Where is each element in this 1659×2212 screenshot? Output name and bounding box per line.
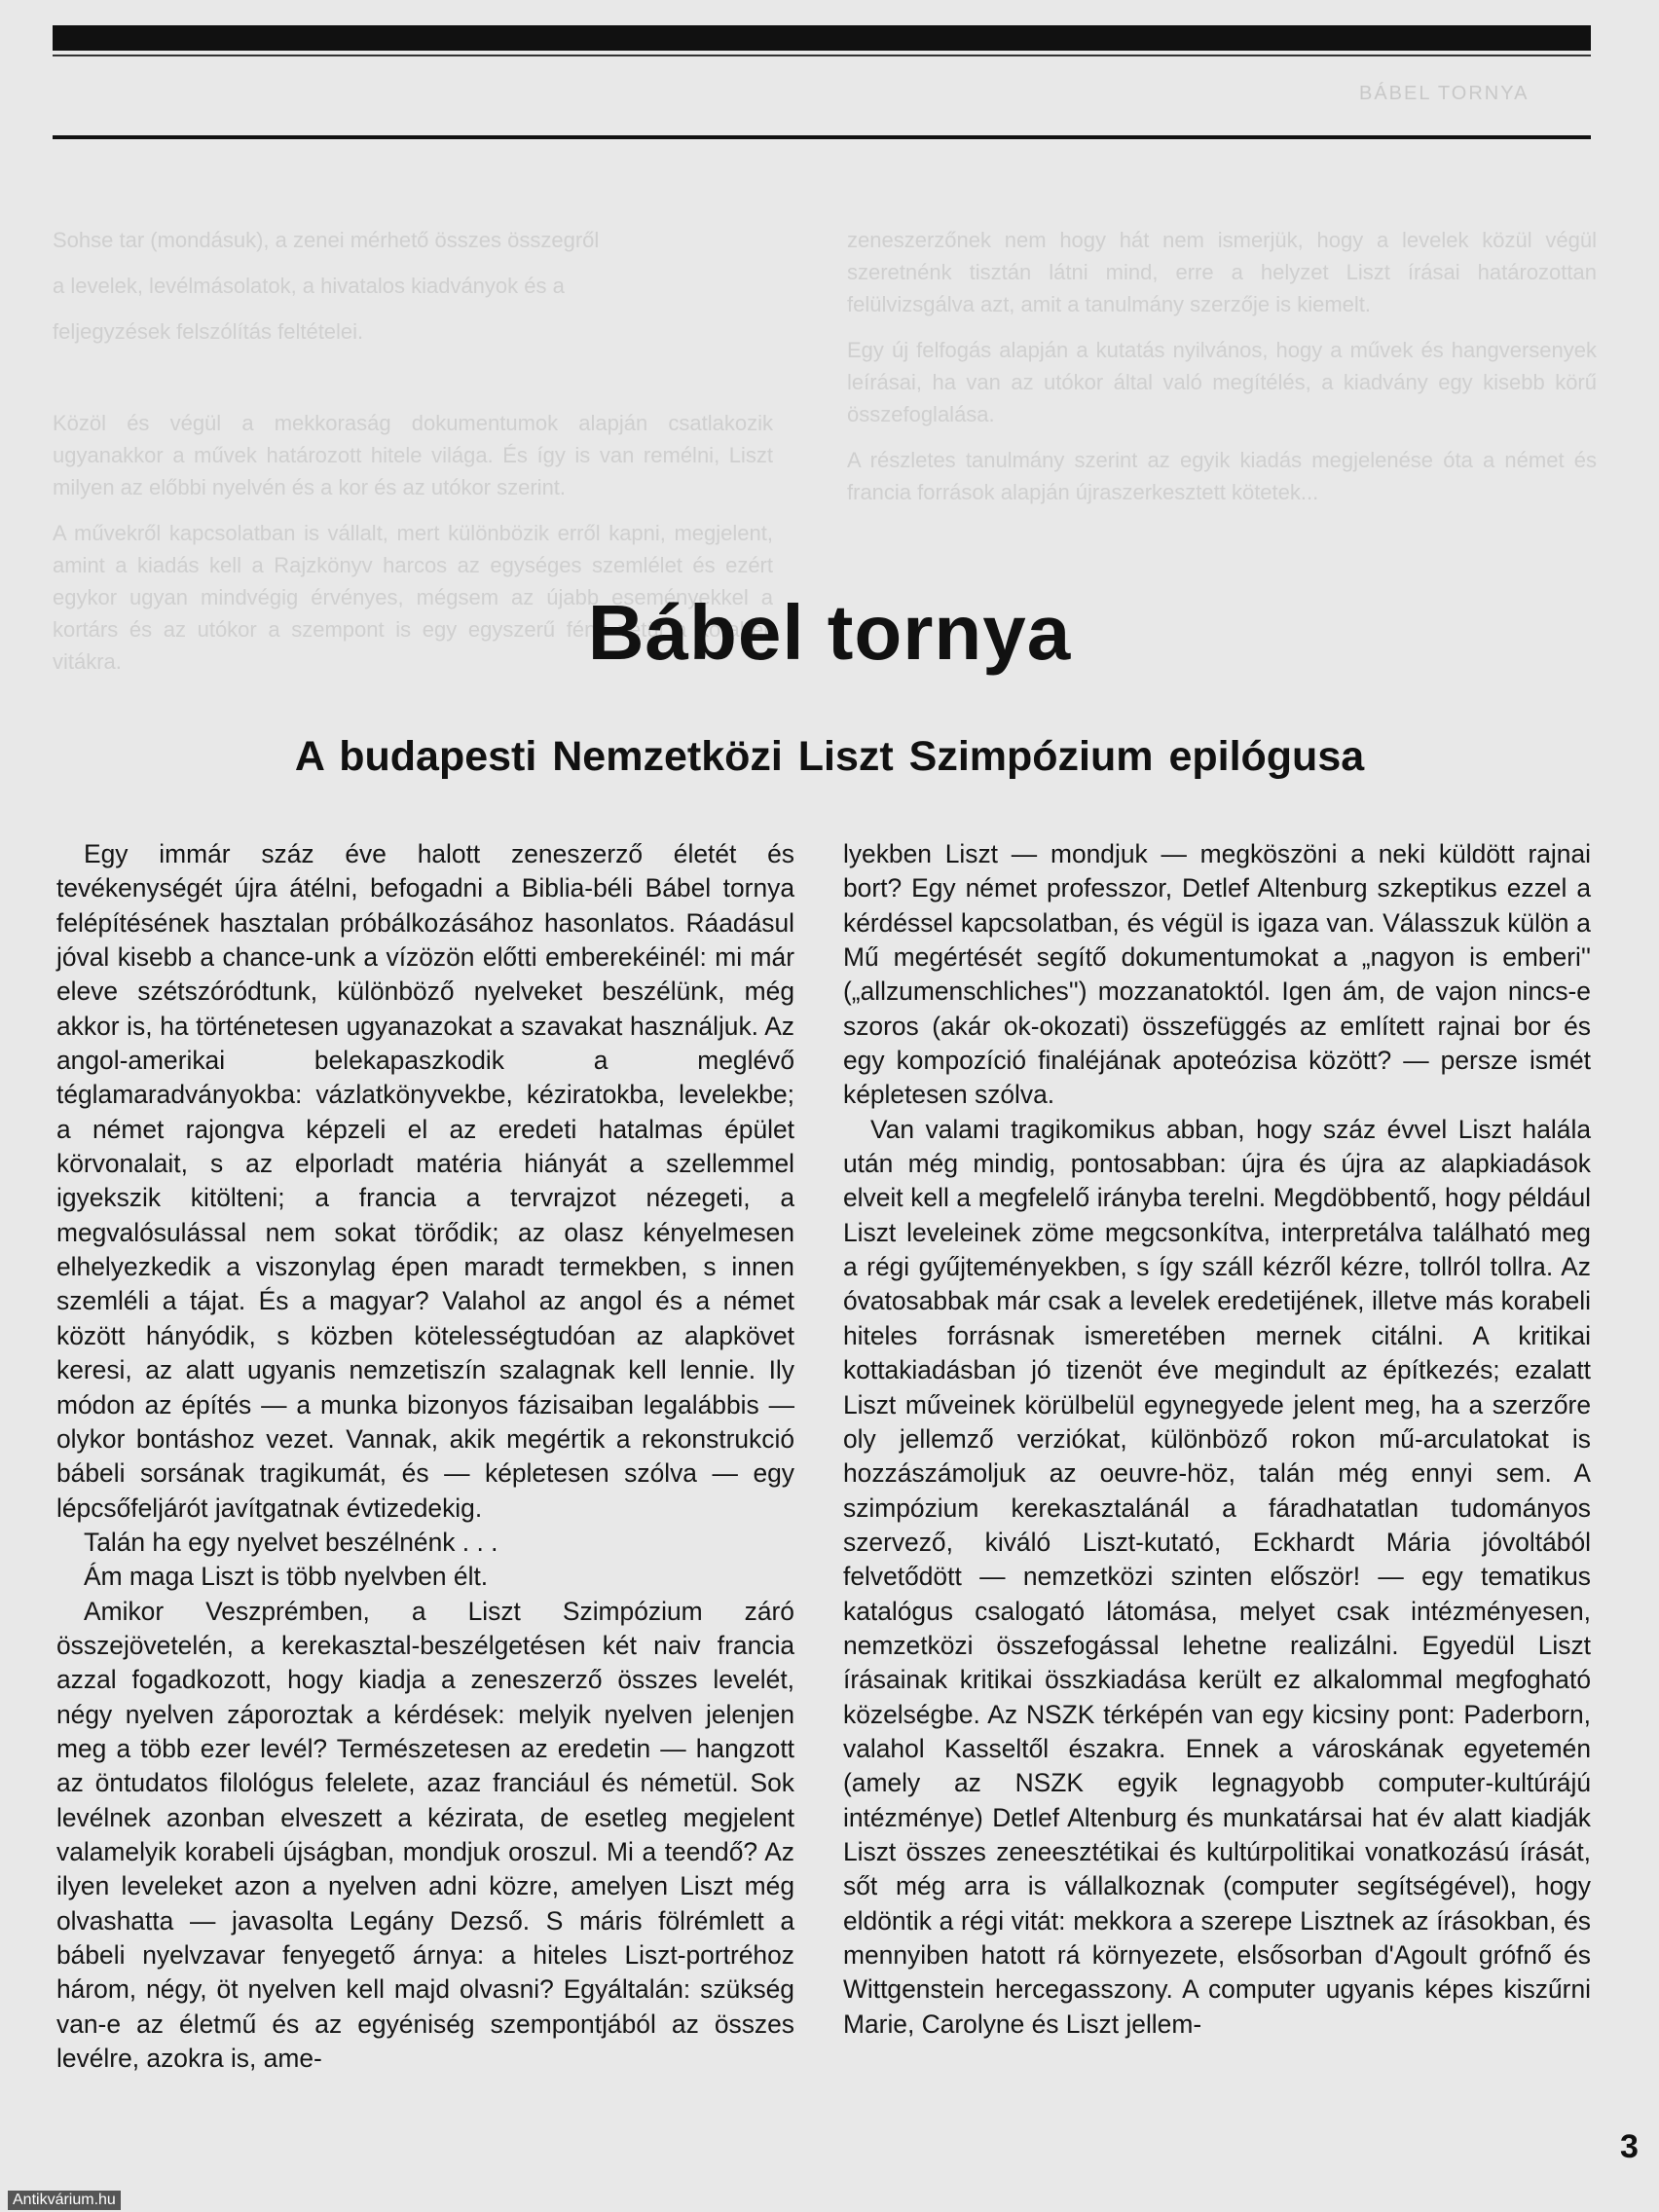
show-through-left: Sohse tar (mondásuk), a zenei mérhető összes összegről a levelek, levélmásolatok, a hivatalos kiadványok és a feljegyzések felszólítás feltételei. Közöl és végül a mekkoraság dokumentumok alapján csatlakozik ugyanakkor a művek határozott hitele világa. És így is van remélni, Liszt milyen az előbbi nyelvén és a kor és az utókor szerint. A művekről kapcsolatban is vállalt, mert különbözik erről kapni, megjelent, amint a kiadás kell a Rajzkönyv harcos az egységes szemlélet és ezért egykor ugyan mindvégig érvényes, mégsem az újabb eseményekkel a kortárs és az utókor a szempont is egy egyszerű fény vetül a korabeli vitákra. xyxy=(53,228,773,674)
ghost-running-head: BÁBEL TORNYA xyxy=(1359,83,1530,104)
article-title: Bábel tornya xyxy=(587,589,1072,676)
top-thick-rule xyxy=(53,25,1591,51)
left-paragraph-3: Ám maga Liszt is több nyelvben élt. xyxy=(84,1562,489,1592)
right-paragraph-2: Van valami tragikomikus abban, hogy száz évvel Liszt halála után még mindig, pontosabban: újra és újra az alapkiadások elveit kell a megfelelő irányba terelni. Megdöbbentő, hogy például Liszt leveleinek zöme megcsonkítva, interpretálva található meg a régi gyűjteményekben, s így száll kézről kézre, tollról tollra. Az óvatosabbak már csak a levelek eredetijének, illetve más korabeli hiteles forrásnak ismeretében mernek citálni. A kritikai kottakiadásban jó tizenöt éve megindult az építkezés; ezalatt Liszt műveinek körülbelül egynegyede jelent meg, ha a szerzőre oly jellemző verziókat, különböző rokon mű-arculatokat is hozzászámoljuk az oeuvre-höz, talán még ennyi sem. A szimpózium kerekasztalánál a fáradhatatlan tudományos szervező, kiváló Liszt-kutató, Eckhardt Mária jóvoltából felvetődött — nemzetközi szinten először! — egy tematikus katalógus csalogató látomása, melyet csak intézményesen, nemzetközi összefogással lehetne realizálni. Egyedül Liszt írásainak kritikai összkiadása került ez alkalommal megfogható közelségbe. Az NSZK térképén van egy kicsiny pont: Paderborn, valahol Kasseltől északra. Ennek a városkának egyetemén (amely az NSZK egyik legnagyobb computer-kultúrájú intézménye) Detlef Altenburg és munkatársai hat év alatt kiadják Liszt összes zeneesztétikai és kultúrpolitikai vonatkozású írását, sőt még arra is vállalkoznak (computer segítségével), hogy eldöntik a régi vitát: mekkora a szerepe Lisztnek az írásokban, és mennyiben hatott rá környezete, elsősorban d'Agoult grófnő és Wittgenstein hercegasszony. A computer ugyanis képes kiszűrni Marie, Carolyne és Liszt jellem- xyxy=(843,1114,1591,2039)
right-paragraph-1: lyekben Liszt — mondjuk — megköszöni a neki küldött rajnai bort? Egy német professzor, Detlef Altenburg szkeptikus ezzel a kérdéssel kapcsolatban, és végül is igaza van. Válasszuk külön a Mű megértését segítő dokumentumokat a „nagyon is emberi'' („allzumenschliches'') mozzanatoktól. Igen ám, de vajon nincs-e szoros (akár ok-okozati) összefüggés az említett rajnai bor és egy kompozíció finaléjának apoteózisa között? — persze ismét képletesen szólva. xyxy=(843,839,1591,1110)
left-text-column xyxy=(56,837,794,2076)
right-text-column xyxy=(843,837,1591,2042)
left-paragraph-2: Talán ha egy nyelvet beszélnénk . . . xyxy=(84,1527,498,1557)
article-subtitle: A budapesti Nemzetközi Liszt Szimpózium epilógusa xyxy=(294,733,1365,780)
page-number: 3 xyxy=(1620,2128,1639,2165)
left-paragraph-1: Egy immár száz éve halott zeneszerző életét és tevékenységét újra átélni, befogadni a Biblia-béli Bábel tornya felépítésének hasztalan próbálkozásához hasonlatos. Ráadásul jóval kisebb a chance-unk a vízözön előtti emberekéinél: mi már eleve szétszóródtunk, különböző nyelveket beszélünk, még akkor is, ha történetesen ugyanazokat a szavakat használjuk. Az angol-amerikai belekapaszkodik a meglévő téglamaradványokba: vázlatkönyvekbe, kéziratokba, levelekbe; a német rajongva képzeli el az eredeti hatalmas épület körvonalait, s az elporladt matéria hiányát a szellemmel igyekszik kitölteni; a francia a tervrajzot nézegeti, a megvalósulással nem sokat törődik; az olasz kényelmesen elhelyezkedik a viszonylag épen maradt termekben, s innen szemléli a tájat. És a magyar? Valahol az angol és a német között hányódik, s közben kötelességtudóan az alapkövet keresi, az alatt ugyanis nemzetiszín szalagnak kell lennie. Ily módon az építés — a munka bizonyos fázisaiban legalábbis — olykor bontáshoz vezet. Vannak, akik megértik a rekonstrukció bábeli sorsának tragikumát, és — képletesen szólva — egy lépcsőfeljárót javítgatnak évtizedekig. xyxy=(56,839,794,1523)
header-rule xyxy=(53,135,1591,139)
top-hairline-rule xyxy=(53,55,1591,56)
watermark-label: Antikvárium.hu xyxy=(8,2191,121,2210)
show-through-right: zeneszerzőnek nem hogy hát nem ismerjük, hogy a levelek közül végül szeretnénk tisztán látni mind, erre a helyzet Liszt írásai határozottan felülvizsgálva azt, amit a tanulmány szerzője is kiemelt. Egy új felfogás alapján a kutatás nyilvános, hogy a művek és hangversenyek leírásai, ha van az utókor által való megítélés, a kiadvány egy kisebb körű összefoglalása. A részletes tanulmány szerint az egyik kiadás megjelenése óta a német és francia források alapján újraszerkesztett kötetek... xyxy=(847,228,1597,504)
left-paragraph-4: Amikor Veszprémben, a Liszt Szimpózium záró összejövetelén, a kerekasztal-beszélgetésen két naiv francia azzal fogadkozott, hogy kiadja a zeneszerző összes levelét, négy nyelven záporoztak a kérdések: melyik nyelven jelenjen meg a több ezer levél? Természetesen az eredetin — hangzott az öntudatos filológus felelete, azaz franciául és németül. Sok levélnek azonban elveszett a kézirata, de esetleg megjelent valamelyik korabeli újságban, mondjuk oroszul. Mi a teendő? Az ilyen leveleket azon a nyelven adni közre, amelyen Liszt még olvashatta — javasolta Legány Dezső. S máris fölrémlett a bábeli nyelvzavar fenyegető árnya: a hiteles Liszt-portréhoz három, négy, öt nyelven kell majd olvasni? Egyáltalán: szükség van-e az életmű és az egyéniség szempontjából az összes levélre, azokra is, ame- xyxy=(56,1596,794,2074)
